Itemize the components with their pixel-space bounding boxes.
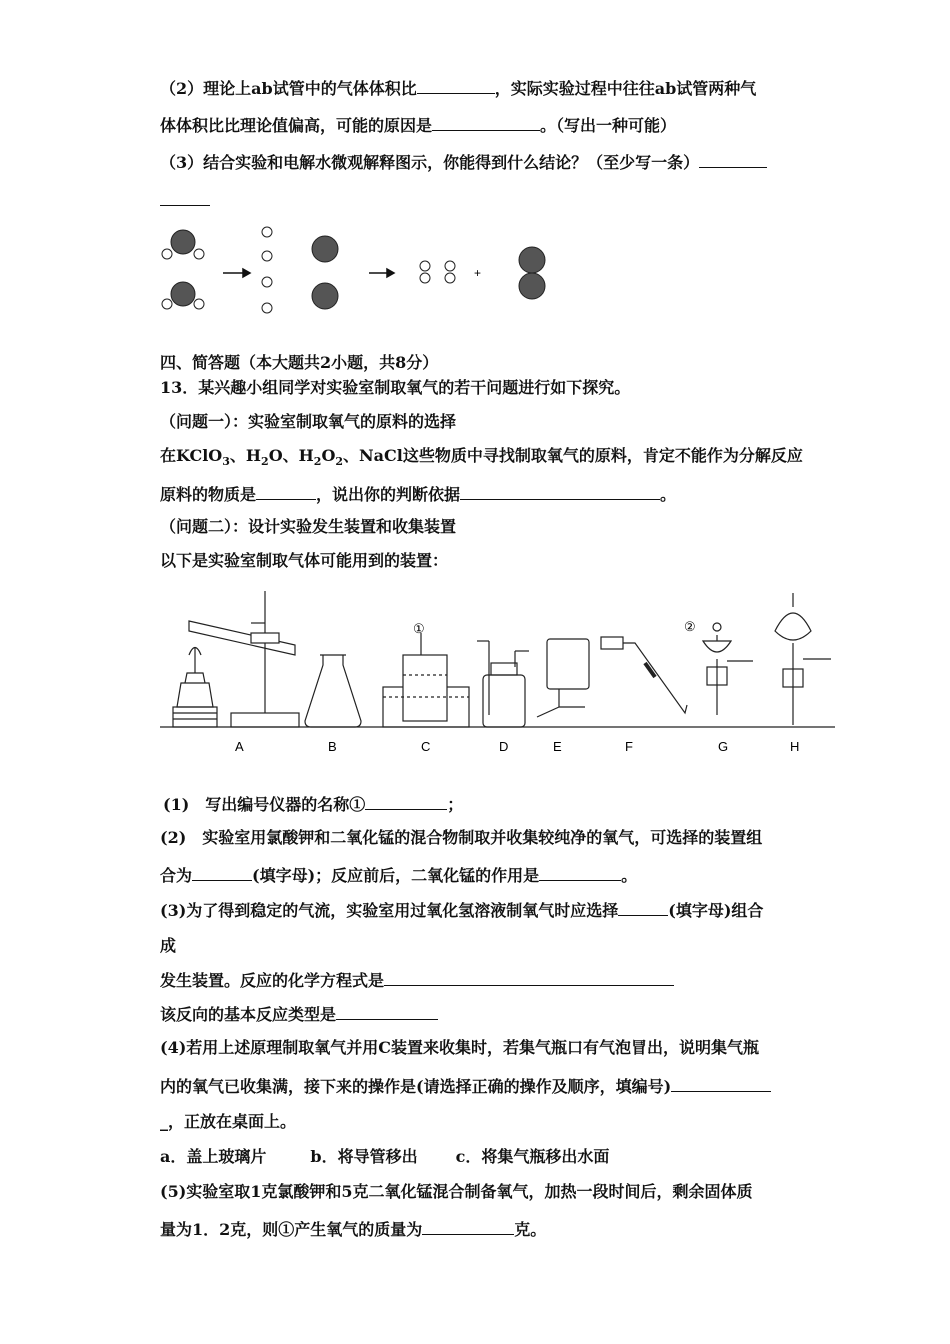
label-B: B: [328, 739, 337, 754]
raw-material-line: 原料的物质是 ，说出你的判断依据 。: [160, 485, 677, 504]
answer-blank[interactable]: [699, 151, 767, 168]
answer-blank[interactable]: [417, 77, 495, 94]
sub-q2-line1: (2) 实验室用氯酸钾和二氧化锰的混合物制取并收集较纯净的氧气，可选择的装置组: [160, 828, 763, 847]
q12-part2-line1: （2）理论上ab试管中的气体体积比 ，实际实验过程中往往ab试管两种气: [160, 79, 757, 98]
answer-blank[interactable]: [336, 1003, 438, 1020]
label-A: A: [235, 739, 244, 754]
q12-part3-cont: [160, 189, 210, 211]
sub-q3-line2: 成: [160, 936, 177, 955]
sub-q5-line1: (5)实验室取1克氯酸钾和5克二氧化锰混合制备氧气，加热一段时间后，剩余固体质: [160, 1182, 753, 1201]
answer-blank[interactable]: [618, 899, 668, 916]
sub-q3-line1: (3)为了得到稳定的气流，实验室用过氧化氢溶液制氧气时应选择 (填字母)组合: [160, 901, 764, 920]
plus-sign: +: [474, 266, 482, 280]
option-c: c．将集气瓶移出水面: [455, 1147, 610, 1166]
sub-q4-line2: 内的氧气已收集满，接下来的操作是(请选择正确的操作及顺序，填编号): [160, 1075, 771, 1097]
option-b: b．将导管移出: [310, 1147, 418, 1166]
answer-blank[interactable]: [460, 483, 660, 500]
issue2-heading: （问题二）：设计实验发生装置和收集装置: [160, 517, 457, 536]
answer-blank[interactable]: [432, 114, 540, 131]
sub-q5-line2: 量为1．2克，则①产生氧气的质量为 克。: [160, 1220, 547, 1239]
sub-q1: (1) 写出编号仪器的名称① ；: [163, 795, 464, 814]
option-a: a．盖上玻璃片: [160, 1147, 267, 1166]
answer-blank[interactable]: [256, 483, 316, 500]
sub-q2-line2: 合为 (填字母)；反应前后，二氧化锰的作用是 。: [160, 866, 638, 885]
marker-1: ①: [413, 622, 425, 637]
answer-blank[interactable]: [539, 864, 621, 881]
label-D: D: [499, 739, 509, 754]
answer-blank[interactable]: [160, 189, 210, 206]
answer-blank[interactable]: [671, 1075, 771, 1092]
sub-q4-line1: (4)若用上述原理制取氧气并用C装置来收集时，若集气瓶口有气泡冒出，说明集气瓶: [160, 1038, 760, 1057]
issue1-heading: （问题一）：实验室制取氧气的原料的选择: [160, 412, 457, 431]
answer-blank[interactable]: [384, 969, 674, 986]
answer-blank[interactable]: [192, 864, 252, 881]
label-H: H: [790, 739, 800, 754]
label-C: C: [421, 739, 431, 754]
label-E: E: [553, 739, 562, 754]
apparatus-figure: [155, 585, 835, 760]
devices-intro: 以下是实验室制取气体可能用到的装置：: [160, 551, 449, 570]
section-title: 四、简答题（本大题共2小题，共8分）: [160, 353, 439, 372]
q12-part3: （3）结合实验和电解水微观解释图示，你能得到什么结论？（至少写一条）: [160, 151, 767, 173]
sub-q4-options: [160, 1147, 609, 1167]
sub-q4-line3: _，正放在桌面上。: [160, 1112, 297, 1131]
q12-part2-line2: 体体积比比理论值偏高，可能的原因是 。（写出一种可能）: [160, 116, 677, 135]
answer-blank[interactable]: [365, 793, 447, 810]
materials-line: 在KClO$_3$、$H_2O$、$H_2O_2$、NaCl这些物质中寻找制取氧气的原料，肯定不能作为分解反应: [160, 446, 803, 469]
sub-q3-line3: 发生装置。反应的化学方程式是: [160, 969, 674, 991]
label-G: G: [718, 739, 729, 754]
sub-q3-line4: 该反向的基本反应类型是: [160, 1003, 438, 1025]
electrolysis-molecule-diagram: [155, 220, 555, 330]
marker-2: ②: [684, 620, 696, 635]
answer-blank[interactable]: [422, 1218, 514, 1235]
label-F: F: [625, 739, 633, 754]
q13-intro: 13．某兴趣小组同学对实验室制取氧气的若干问题进行如下探究。: [160, 378, 631, 397]
